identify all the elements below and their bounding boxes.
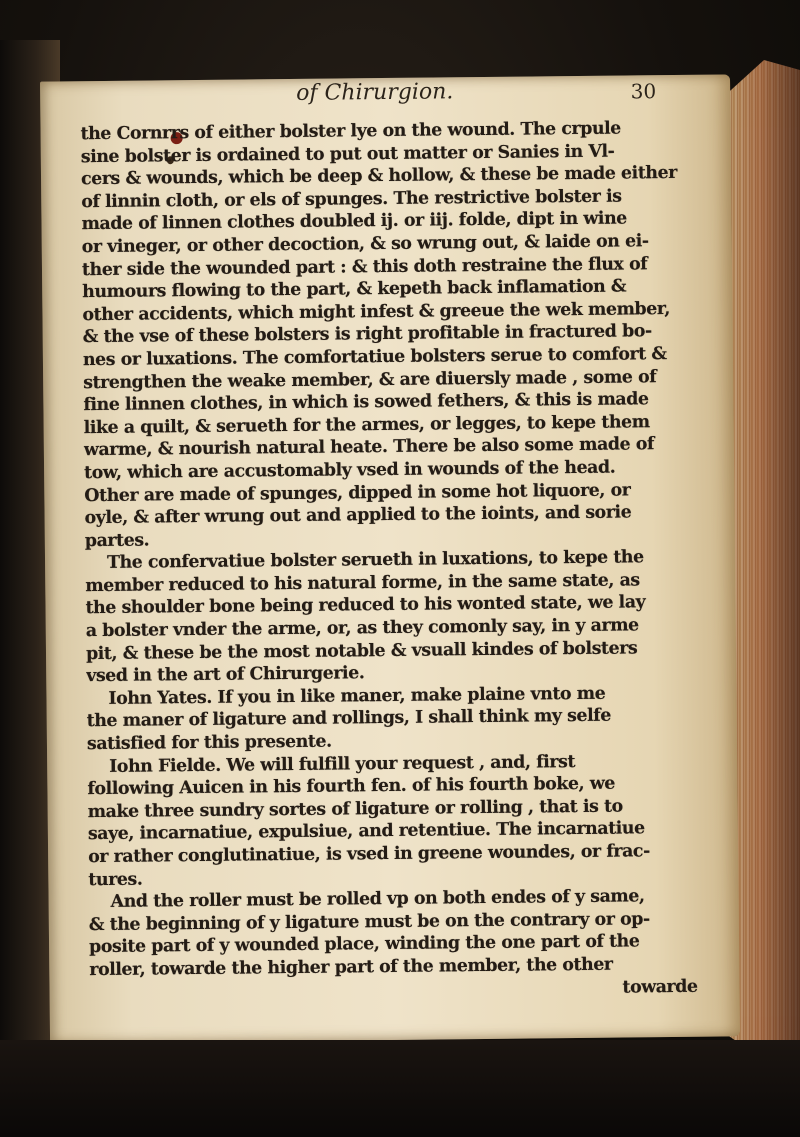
page-number: 30 (630, 79, 657, 104)
text-line: other accidents, which might infest & greeue the wek member, (82, 298, 670, 325)
body-text (80, 117, 707, 1005)
text-line: of linnin cloth, or els of spunges. The restrictive bolster is (81, 186, 622, 212)
text-line: the Cornrrs of either bolster lye on the wound. The crpule (80, 118, 621, 145)
page-header (296, 75, 696, 113)
text-line: posite part of y wounded place, winding the one part of the (88, 931, 640, 958)
scan-bottom-margin (0, 1040, 800, 1137)
text-line: satisfied for this presente. (86, 731, 332, 755)
text-line: sine bolster is ordained to put out matter or Sanies in Vl- (80, 141, 615, 167)
text-line: cers & wounds, which be deep & hollow, & these be made either (80, 163, 677, 190)
text-line: or vineger, or other decoction, & so wrung out, & laide on ei- (81, 231, 649, 258)
text-line: humours flowing to the part, & kepeth back inflamation & (82, 276, 627, 303)
text-line: make three sundry sortes of ligature or rolling , that is to (87, 796, 623, 822)
text-line: Other are made of spunges, dipped in some hot liquore, or (84, 479, 631, 506)
text-line: vsed in the art of Chirurgerie. (86, 663, 365, 687)
running-title: of Chirurgion. (296, 79, 454, 106)
text-line: roller, towarde the higher part of the member, the other (89, 954, 613, 981)
text-line: And the roller must be rolled vp on both endes of y same, (110, 886, 645, 913)
text-line: the shoulder bone being reduced to his wonted state, we lay (85, 592, 646, 619)
text-line: or rather conglutinatiue, is vsed in greene woundes, or frac- (88, 841, 650, 868)
text-line: nes or luxations. The comfortatiue bolsters serue to comfort & (82, 344, 667, 371)
text-line: The confervatiue bolster serueth in luxations, to kepe the (106, 547, 644, 574)
text-line: a bolster vnder the arme, or, as they comonly say, in y arme (85, 615, 639, 642)
text-line: & the vse of these bolsters is right profitable in fractured bo- (82, 321, 652, 348)
text-line: member reduced to his natural forme, in the same state, as (85, 570, 640, 597)
text-line: like a quilt, & serueth for the armes, or legges, to kepe them (83, 411, 650, 438)
book-page (40, 74, 740, 1043)
text-line: ther side the wounded part : & this doth restraine the flux of (81, 253, 648, 280)
text-line: strengthen the weake member, & are diuersly made , some of (83, 366, 657, 393)
text-line: Iohn Fielde. We will fulfill your request , and, first (109, 751, 576, 777)
text-line: partes. (84, 530, 150, 551)
text-line: made of linnen clothes doubled ij. or iij. folde, dipt in wine (81, 208, 627, 235)
text-line: tow, which are accustomably vsed in wounds of the head. (84, 457, 616, 484)
text-line: tures. (88, 869, 143, 890)
catchword: towarde (622, 976, 698, 998)
text-line: oyle, & after wrung out and applied to the ioints, and sorie (84, 502, 632, 529)
text-line: the maner of ligature and rollings, I shall think my selfe (86, 706, 612, 732)
text-line: following Auicen in his fourth fen. of his fourth boke, we (87, 773, 616, 800)
text-line: & the beginning of y ligature must be on the contrary or op- (88, 909, 650, 935)
text-line: Iohn Yates. If you in like maner, make plaine vnto me (108, 683, 606, 709)
text-line: warme, & nourish natural heate. There be also some made of (83, 434, 655, 461)
text-line: saye, incarnatiue, expulsiue, and retentiue. The incarnatiue (87, 818, 645, 845)
text-line: fine linnen clothes, in which is sowed fethers, & this is made (83, 389, 649, 416)
text-line: pit, & these be the most notable & vsuall kindes of bolsters (85, 638, 638, 664)
